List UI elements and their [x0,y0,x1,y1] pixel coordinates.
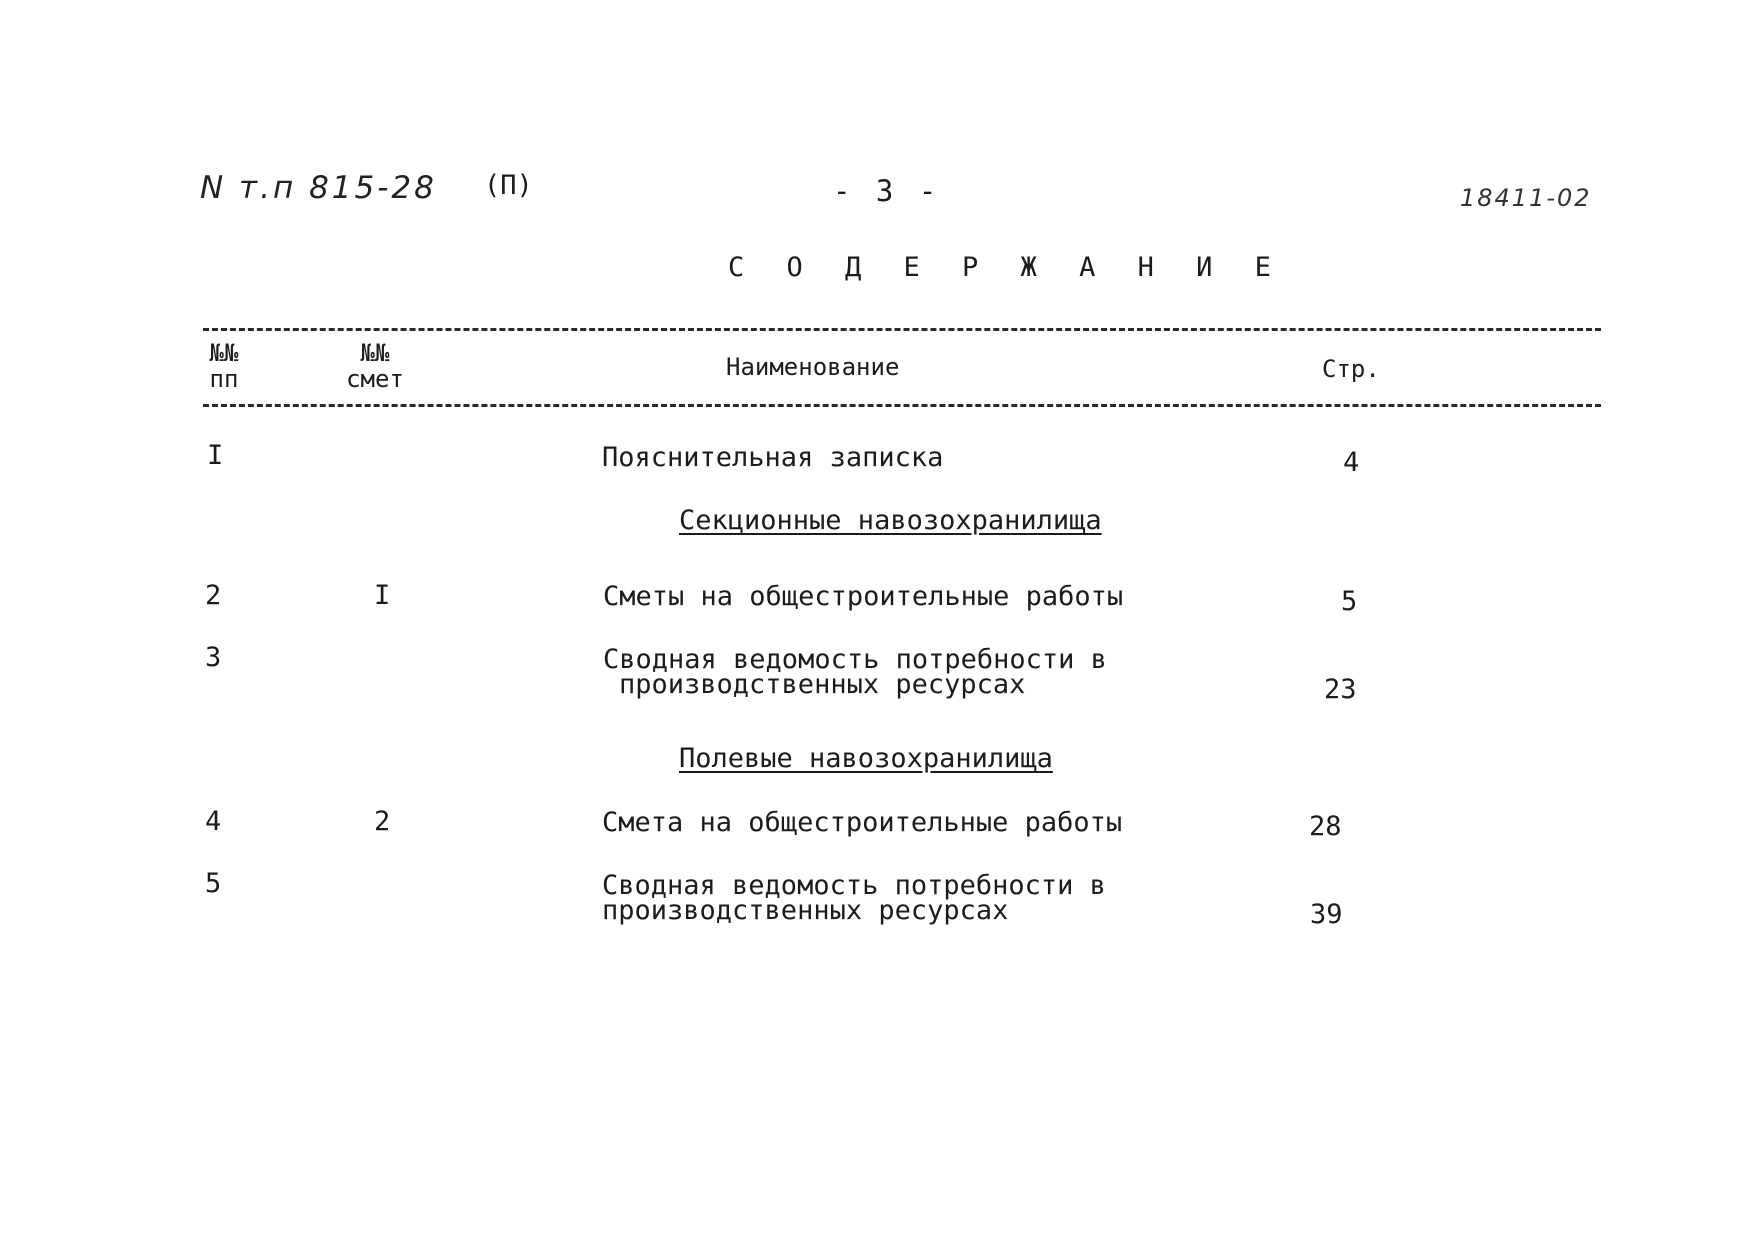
page-number: - 3 - [833,174,941,208]
col-num-header-line2: пп [209,365,239,393]
row-num: I [207,440,224,471]
row-num: 2 [205,580,222,611]
row-name-continued: производственных ресурсах [619,669,1026,700]
row-estimate: I [374,580,391,611]
col-estimate-header [340,340,410,392]
row-page: 4 [1343,447,1360,478]
page-title: С О Д Е Р Ж А Н И Е [728,252,1284,283]
col-page-header: Стр. [1322,355,1380,383]
col-name-header: Наименование [726,353,900,381]
row-name: Смета на общестроительные работы [602,807,1123,838]
row-page: 23 [1324,674,1357,705]
row-name: Сводная ведомость потребности в [602,870,1106,901]
album-number: 18411-02 [1460,184,1592,212]
row-page: 5 [1341,586,1358,617]
row-num: 4 [205,806,222,837]
document-code: N т.п 815-28 [200,170,437,206]
row-num: 5 [205,868,222,899]
col-num-header-line1: №№ [209,339,239,367]
row-name: Сводная ведомость потребности в [603,644,1107,675]
row-estimate: 2 [374,806,391,837]
row-name: Сметы на общестроительные работы [603,581,1124,612]
header-bottom-rule [203,404,1601,407]
col-num-header [204,340,244,392]
row-name: Пояснительная записка [602,442,944,473]
col-estimate-header-line2: смет [346,365,404,393]
section-heading: Секционные навозохранилища [679,505,1102,536]
row-page: 39 [1310,899,1343,930]
row-num: 3 [205,642,222,673]
row-name-continued: производственных ресурсах [602,895,1009,926]
header-top-rule [203,328,1601,331]
part-label: (П) [484,170,533,201]
section-heading: Полевые навозохранилища [679,743,1053,774]
row-page: 28 [1309,811,1342,842]
col-estimate-header-line1: №№ [360,339,390,367]
